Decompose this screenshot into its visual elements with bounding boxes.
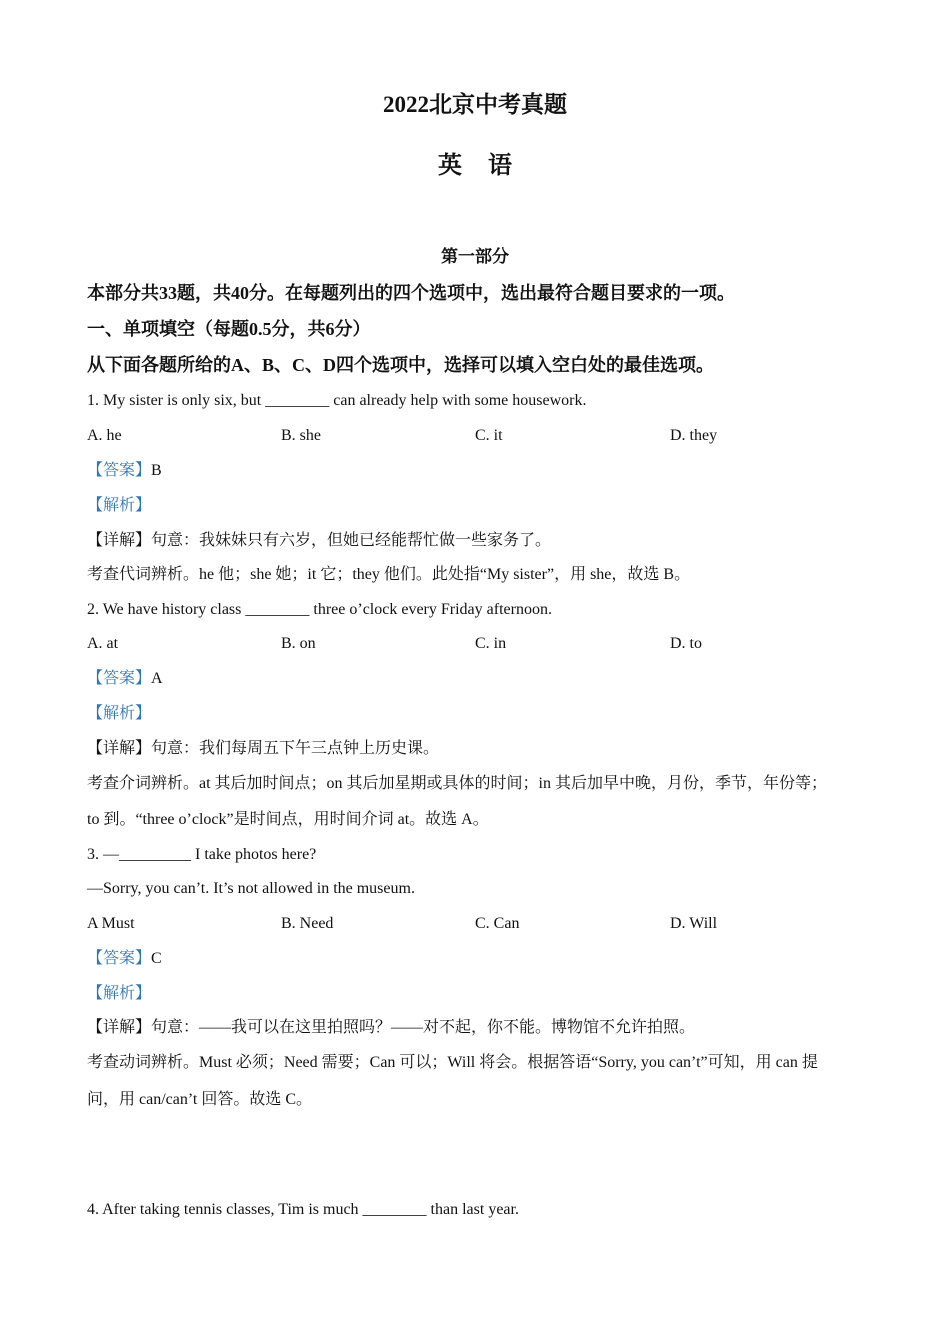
- part-heading: 第一部分: [441, 247, 509, 266]
- question-1-stem: 1. My sister is only six, but ________ can already help with some housework.: [87, 392, 587, 409]
- q2-detail-text: 句意：我们每周五下午三点钟上历史课。: [151, 740, 440, 757]
- q3-answer-value: C: [151, 950, 162, 967]
- q2-explain-line-2: to 到。“three o’clock”是时间点，用时间介词 at。故选 A。: [87, 811, 489, 828]
- q3-option-d: D. Will: [670, 915, 718, 932]
- q2-answer-tag: 【答案】: [87, 670, 152, 687]
- q2-answer: [87, 668, 163, 690]
- q2-option-d: D. to: [670, 635, 702, 652]
- q1-analysis-tag: 【解析】: [87, 497, 152, 514]
- q3-option-b: B. Need: [281, 915, 334, 932]
- q1-answer-tag: 【答案】: [87, 462, 152, 479]
- q1-option-a: A. he: [87, 427, 122, 444]
- q1-explain-line-1: 考查代词辨析。he 他；she 她；it 它；they 他们。此处指“My sister”，用 she，故选 B。: [87, 566, 691, 583]
- q3-analysis-tag: 【解析】: [87, 985, 152, 1002]
- part-intro: 本部分共33题，共40分。在每题列出的四个选项中，选出最符合题目要求的一项。: [87, 283, 735, 303]
- q2-option-a: A. at: [87, 635, 119, 652]
- q2-detail: [87, 738, 439, 760]
- q3-explain-line-2: 问，用 can/can’t 回答。故选 C。: [87, 1091, 313, 1108]
- page-title: 2022北京中考真题: [383, 92, 567, 117]
- q2-analysis-tag: 【解析】: [87, 705, 152, 722]
- q3-answer-tag: 【答案】: [87, 950, 152, 967]
- section-instruction: 从下面各题所给的A、B、C、D四个选项中，选择可以填入空白处的最佳选项。: [87, 355, 714, 375]
- question-2-stem: 2. We have history class ________ three o’clock every Friday afternoon.: [87, 601, 552, 618]
- q1-detail-tag: 【详解】: [87, 532, 152, 549]
- q3-answer: [87, 948, 162, 970]
- q1-answer-value: B: [151, 462, 162, 479]
- section-title: 一、单项填空（每题0.5分，共6分）: [87, 319, 371, 339]
- q3-option-a: A Must: [87, 915, 135, 932]
- q2-detail-tag: 【详解】: [87, 740, 152, 757]
- q1-option-d: D. they: [670, 427, 718, 444]
- q1-detail-text: 句意：我妹妹只有六岁，但她已经能帮忙做一些家务了。: [151, 532, 552, 549]
- q2-option-b: B. on: [281, 635, 316, 652]
- q2-answer-value: A: [151, 670, 163, 687]
- q3-explain-line-1: 考查动词辨析。Must 必须；Need 需要；Can 可以；Will 将会。根据答语“Sorry, you can’t”可知，用 can 提: [87, 1054, 818, 1071]
- q1-option-c: C. it: [475, 427, 503, 444]
- q2-option-c: C. in: [475, 635, 507, 652]
- q2-explain-line-1: 考查介词辨析。at 其后加时间点；on 其后加星期或具体的时间；in 其后加早中晚，月份，季节，年份等；: [87, 775, 827, 792]
- subject-title: 英语: [438, 153, 538, 179]
- q1-option-b: B. she: [281, 427, 321, 444]
- question-3-stem-reply: —Sorry, you can’t. It’s not allowed in the museum.: [87, 880, 415, 897]
- question-3-stem: 3. —_________ I take photos here?: [87, 846, 317, 863]
- q3-detail-text: 句意：——我可以在这里拍照吗？——对不起，你不能。博物馆不允许拍照。: [151, 1019, 696, 1036]
- q3-detail: [87, 1017, 695, 1039]
- q1-detail: [87, 530, 551, 552]
- q1-answer: [87, 460, 162, 482]
- q3-detail-tag: 【详解】: [87, 1019, 152, 1036]
- question-4-stem: 4. After taking tennis classes, Tim is much ________ than last year.: [87, 1201, 519, 1218]
- q3-option-c: C. Can: [475, 915, 520, 932]
